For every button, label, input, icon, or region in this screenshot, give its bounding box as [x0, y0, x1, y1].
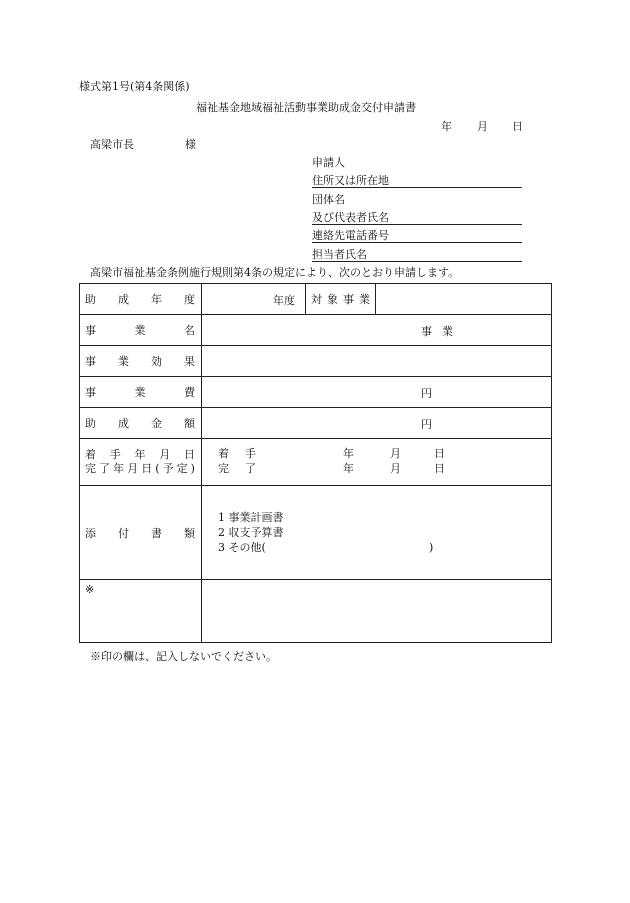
- attachment-item: 2 収支予算書: [218, 526, 284, 539]
- project-name-label-cell: [80, 315, 202, 346]
- office-use-cell: [202, 580, 552, 643]
- effect-label: 事 業 効 果: [85, 355, 195, 368]
- start-day: 日: [434, 447, 445, 460]
- start-date-label: 着 手 年 月 日: [85, 448, 195, 461]
- attach-label: 添 付 書 類: [85, 526, 195, 540]
- document-title: 福祉基金地域福祉活動事業助成金交付申請書: [196, 101, 416, 114]
- attach-label-cell: [80, 486, 202, 580]
- addressee: 高梁市長: [90, 138, 134, 151]
- dates-label-cell: [80, 439, 202, 486]
- target-input-cell[interactable]: [376, 284, 552, 315]
- address-line[interactable]: [312, 187, 522, 188]
- phone-line[interactable]: [312, 242, 522, 243]
- attachment-item: 1 事業計画書: [218, 511, 284, 524]
- fiscal-year-input-cell[interactable]: [202, 284, 306, 315]
- start-word: 着手: [218, 447, 272, 460]
- rep-line[interactable]: [312, 224, 522, 225]
- intro-text: 高梁市福祉基金条例施行規則第4条の規定により、次のとおり申請します。: [90, 266, 460, 279]
- dates-input-cell[interactable]: [202, 439, 552, 486]
- project-name-suffix: 事業: [421, 325, 463, 338]
- grant-unit: 円: [421, 418, 432, 431]
- end-year: 年: [343, 462, 354, 475]
- start-month: 月: [390, 447, 401, 460]
- applicant-phone-label: 連絡先電話番号: [312, 229, 389, 242]
- honorific: 様: [185, 138, 196, 151]
- target-label-cell: [306, 284, 376, 315]
- applicant-address-label: 住所又は所在地: [312, 174, 389, 187]
- end-word: 完了: [218, 462, 272, 475]
- grant-label-cell: [80, 408, 202, 439]
- applicant-contact-label: 担当者氏名: [312, 248, 367, 261]
- grant-input-cell[interactable]: [202, 408, 552, 439]
- start-year: 年: [343, 447, 354, 460]
- end-day: 日: [434, 462, 445, 475]
- form-number: 様式第1号(第4条関係): [79, 80, 190, 93]
- applicant-org-label: 団体名: [312, 193, 345, 206]
- date-day-label: 日: [512, 120, 523, 133]
- fiscal-year-label: 助 成 年 度: [85, 293, 195, 306]
- cost-label-cell: [80, 377, 202, 408]
- end-date-label: 完 了 年 月 日 ( 予 定 ): [85, 462, 195, 475]
- applicant-rep-label: 及び代表者氏名: [312, 211, 389, 224]
- target-label: 対 象 事 業: [311, 293, 370, 306]
- contact-line[interactable]: [312, 261, 522, 262]
- attachment-item: 3 その他(: [218, 541, 266, 554]
- office-use-mark: ※: [85, 583, 95, 596]
- date-year-label: 年: [441, 120, 452, 133]
- project-name-input-cell[interactable]: [202, 315, 552, 346]
- application-table: [79, 283, 552, 643]
- office-use-label-cell: [80, 580, 202, 643]
- cost-label: 事 業 費: [85, 386, 195, 399]
- end-month: 月: [390, 462, 401, 475]
- cost-unit: 円: [421, 387, 432, 400]
- date-month-label: 月: [477, 120, 488, 133]
- attach-input-cell[interactable]: [202, 486, 552, 580]
- effect-input-cell[interactable]: [202, 346, 552, 377]
- grant-label: 助 成 金 額: [85, 417, 195, 430]
- fiscal-year-label-cell: [80, 284, 202, 315]
- fiscal-year-unit: 年度: [273, 294, 295, 307]
- attachment-close-paren: ): [429, 541, 434, 554]
- project-name-label: 事 業 名: [85, 324, 195, 337]
- footnote: ※印の欄は、記入しないでください。: [90, 650, 277, 663]
- applicant-heading: 申請人: [312, 156, 345, 169]
- cost-input-cell[interactable]: [202, 377, 552, 408]
- effect-label-cell: [80, 346, 202, 377]
